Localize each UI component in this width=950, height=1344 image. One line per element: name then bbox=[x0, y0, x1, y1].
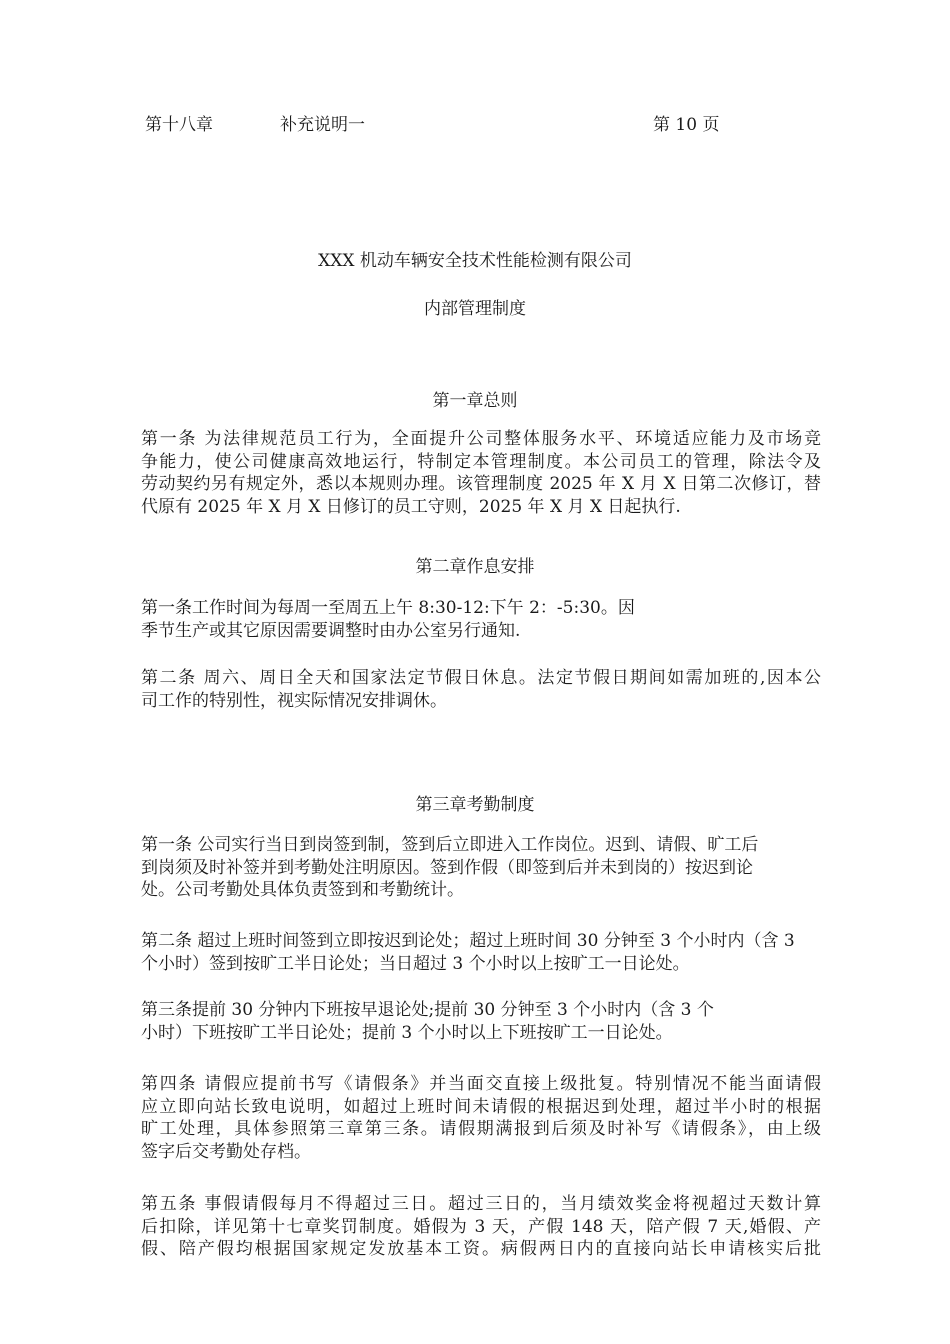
chapter-2-article-1 bbox=[141, 597, 821, 642]
paragraph-line: 第四条 请假应提前书写《请假条》并当面交直接上级批复。特别情况不能当面请假 bbox=[141, 1074, 821, 1094]
paragraph-line: 代原有 2025 年 X 月 X 日修订的员工守则，2025 年 X 月 X 日起执行. bbox=[141, 496, 681, 517]
paragraph-line: 第五条 事假请假每月不得超过三日。超过三日的，当月绩效奖金将视超过天数计算 bbox=[141, 1194, 821, 1214]
paragraph-line: 处。公司考勤处具体负责签到和考勤统计。 bbox=[141, 880, 464, 900]
chapter-2-heading: 第二章作息安排 bbox=[415, 557, 535, 577]
chapter-3-article-5 bbox=[141, 1193, 821, 1261]
paragraph-line: 季节生产或其它原因需要调整时由办公室另行通知. bbox=[141, 620, 521, 641]
page-header bbox=[145, 110, 745, 136]
paragraph-line: 旷工处理，具体参照第三章第三条。请假期满报到后须及时补写《请假条》，由上级 bbox=[141, 1119, 821, 1139]
company-title: XXX 机动车辆安全技术性能检测有限公司 bbox=[318, 251, 632, 271]
chapter-2-article-2 bbox=[141, 667, 821, 712]
paragraph-line: 到岗须及时补签并到考勤处注明原因。签到作假（即签到后并未到岗的）按迟到论 bbox=[141, 857, 753, 878]
chapter-1-article-1 bbox=[141, 428, 821, 518]
paragraph-line: 司工作的特别性，视实际情况安排调休。 bbox=[141, 690, 447, 711]
chapter-3-article-2 bbox=[141, 930, 821, 975]
chapter-3-article-1 bbox=[141, 834, 821, 902]
header-page-number: 第 10 页 bbox=[653, 115, 720, 135]
paragraph-line: 第三条提前 30 分钟内下班按早退论处;提前 30 分钟至 3 个小时内（含 3 个 bbox=[141, 1000, 714, 1020]
paragraph-line: 后扣除，详见第十七章奖罚制度。婚假为 3 天，产假 148 天，陪产假 7 天,婚假、产 bbox=[141, 1216, 821, 1237]
paragraph-line: 个小时）签到按旷工半日论处；当日超过 3 个小时以上按旷工一日论处。 bbox=[141, 953, 690, 974]
header-chapter: 第十八章 bbox=[145, 115, 213, 135]
paragraph-line: 第一条 公司实行当日到岗签到制，签到后立即进入工作岗位。迟到、请假、旷工后 bbox=[141, 835, 759, 855]
paragraph-line: 第一条 为法律规范员工行为，全面提升公司整体服务水平、环境适应能力及市场竞 bbox=[141, 429, 821, 449]
paragraph-line: 争能力，使公司健康高效地运行，特制定本管理制度。本公司员工的管理，除法令及 bbox=[141, 451, 821, 472]
paragraph-line: 第二条 周六、周日全天和国家法定节假日休息。法定节假日期间如需加班的,因本公 bbox=[141, 668, 821, 688]
paragraph-line: 第一条工作时间为每周一至周五上午 8:30-12:下午 2：-5:30。因 bbox=[141, 598, 635, 618]
paragraph-line: 假、陪产假均根据国家规定发放基本工资。病假两日内的直接向站长申请核实后批 bbox=[141, 1239, 821, 1259]
document-subtitle: 内部管理制度 bbox=[424, 299, 526, 319]
paragraph-line: 应立即向站长致电说明，如超过上班时间未请假的根据迟到处理，超过半小时的根据 bbox=[141, 1096, 821, 1117]
paragraph-line: 第二条 超过上班时间签到立即按迟到论处；超过上班时间 30 分钟至 3 个小时内（含 3 bbox=[141, 931, 795, 951]
chapter-3-article-4 bbox=[141, 1073, 821, 1163]
chapter-1-heading: 第一章总则 bbox=[432, 391, 518, 411]
chapter-3-article-3 bbox=[141, 999, 821, 1044]
paragraph-line: 劳动契约另有规定外，悉以本规则办理。该管理制度 2025 年 X 月 X 日第二次修订，替 bbox=[141, 474, 821, 494]
chapter-3-heading: 第三章考勤制度 bbox=[415, 795, 535, 815]
paragraph-line: 小时）下班按旷工半日论处；提前 3 个小时以上下班按旷工一日论处。 bbox=[141, 1022, 673, 1043]
header-section: 补充说明一 bbox=[280, 115, 365, 135]
paragraph-line: 签字后交考勤处存档。 bbox=[141, 1141, 311, 1162]
